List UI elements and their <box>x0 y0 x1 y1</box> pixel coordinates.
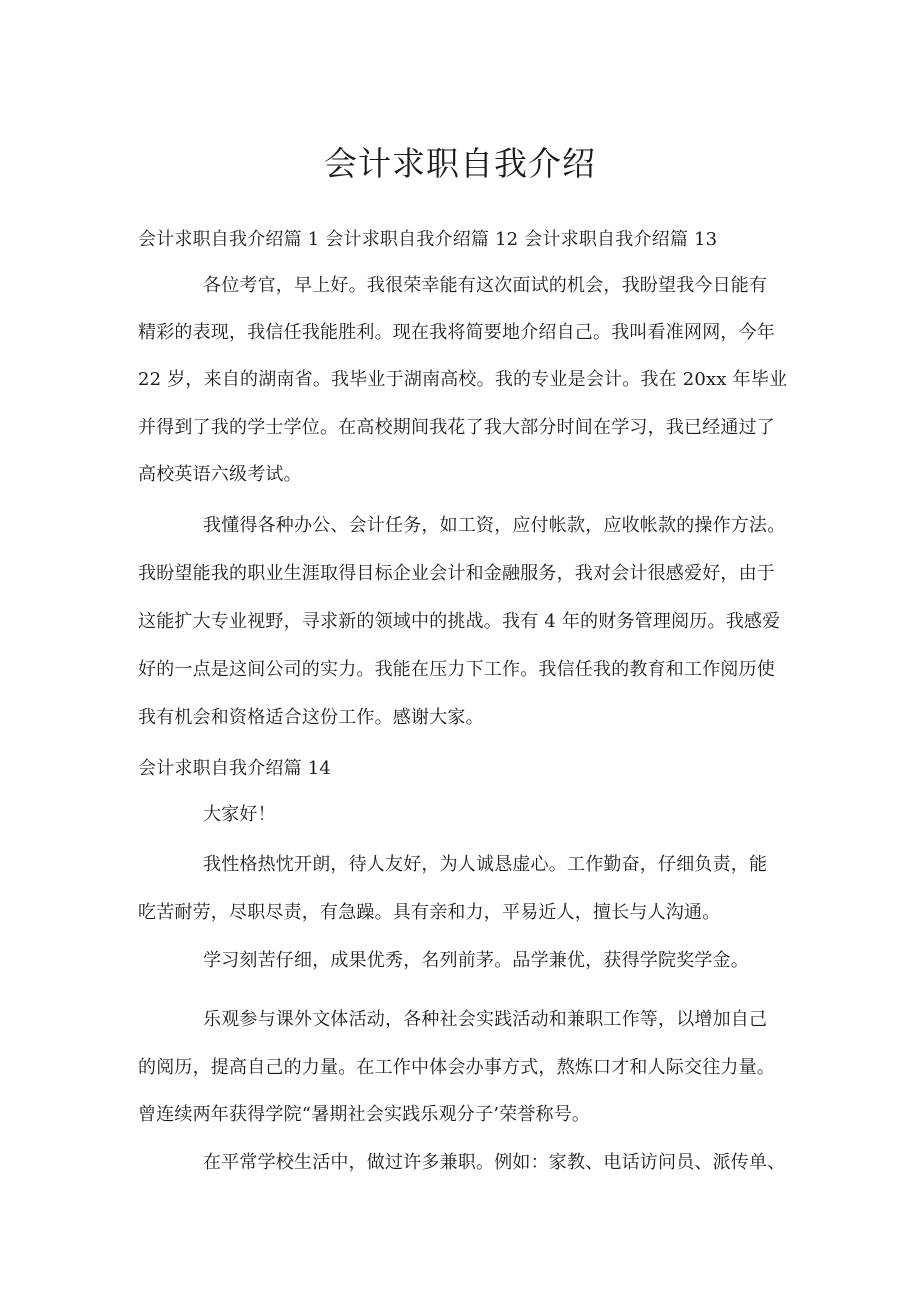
paragraph-line: 各位考官，早上好。我很荣幸能有这次面试的机会，我盼望我今日能有 <box>203 275 768 296</box>
paragraph-line: 吃苦耐劳，尽职尽责，有急躁。具有亲和力，平易近人，擅长与人沟通。 <box>138 902 721 923</box>
greeting: 大家好！ <box>203 804 276 825</box>
paragraph-line: 我懂得各种办公、会计任务，如工资，应付帐款，应收帐款的操作方法。 <box>203 515 786 536</box>
paragraph-line: 我盼望能我的职业生涯取得目标企业会计和金融服务，我对会计很感爱好，由于 <box>138 563 775 584</box>
document-title: 会计求职自我介绍 <box>324 144 596 183</box>
paragraph-line: 的阅历，提高自己的力量。在工作中体会办事方式，熬炼口才和人际交往力量。 <box>138 1057 775 1078</box>
paragraph-line: 曾连续两年获得学院“暑期社会实践乐观分子’荣誉称号。 <box>138 1104 591 1125</box>
paragraph-part-time: 在平常学校生活中，做过许多兼职。例如：家教、电话访问员、派传单、 <box>203 1152 786 1173</box>
paragraph-line: 精彩的表现，我信任我能胜利。现在我将简要地介绍自己。我叫看准网网，今年 <box>138 322 775 343</box>
paragraph-line: 高校英语六级考试。 <box>138 464 302 485</box>
section-heading: 会计求职自我介绍篇 14 <box>138 758 332 779</box>
paragraph-line: 22 岁，来自的湖南省。我毕业于湖南高校。我的专业是会计。我在 20xx 年毕业 <box>138 369 788 390</box>
paragraph-study: 学习刻苦仔细，成果优秀，名列前茅。品学兼优，获得学院奖学金。 <box>203 950 749 971</box>
paragraph-line: 并得到了我的学士学位。在高校期间我花了我大部分时间在学习，我已经通过了 <box>138 417 775 438</box>
paragraph-line: 我性格热忱开朗，待人友好，为人诚恳虚心。工作勤奋，仔细负责，能 <box>203 854 768 875</box>
paragraph-line: 我有机会和资格适合这份工作。感谢大家。 <box>138 707 484 728</box>
paragraph-line: 好的一点是这间公司的实力。我能在压力下工作。我信任我的教育和工作阅历使 <box>138 659 775 680</box>
paragraph-line: 乐观参与课外文体活动，各种社会实践活动和兼职工作等，以增加自己 <box>203 1009 768 1030</box>
paragraph-line: 这能扩大专业视野，寻求新的领域中的挑战。我有 4 年的财务管理阅历。我感爱 <box>138 611 781 632</box>
table-of-contents: 会计求职自我介绍篇 1 会计求职自我介绍篇 12 会计求职自我介绍篇 13 <box>138 229 718 250</box>
